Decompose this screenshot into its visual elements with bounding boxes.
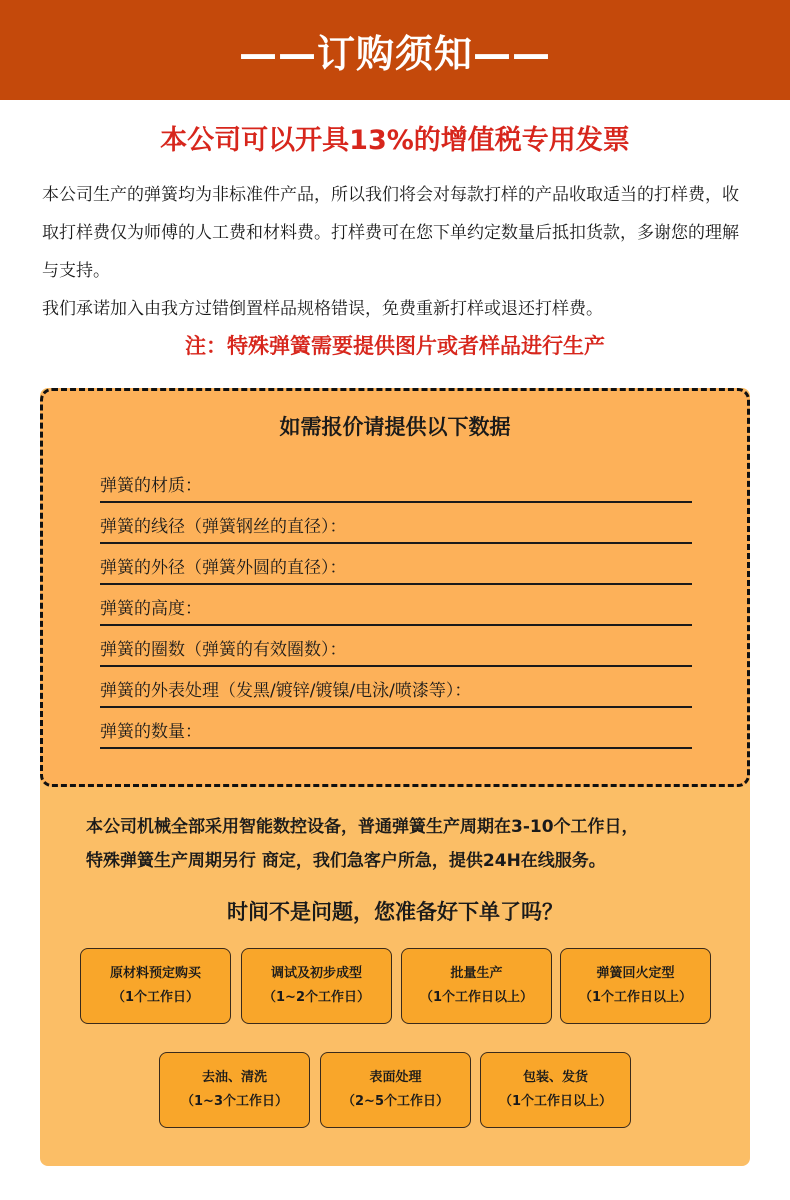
- step-degreasing: [159, 1052, 310, 1128]
- step-name: 批量生产: [450, 966, 503, 981]
- step-name: 包装、发货: [522, 1070, 588, 1085]
- equipment-line-1: 本公司机械全部采用智能数控设备，普通弹簧生产周期在3-10个工作日，: [86, 817, 639, 837]
- step-name: 表面处理: [369, 1070, 422, 1085]
- step-tempering: [560, 948, 711, 1024]
- field-coil-count: 弹簧的圈数（弹簧的有效圈数）：: [100, 635, 692, 667]
- step-mass-production: [401, 948, 552, 1024]
- step-duration: （1个工作日以上）: [578, 990, 693, 1005]
- invoice-notice: 本公司可以开具13%的增值税专用发票: [160, 125, 630, 156]
- step-duration: （2~5个工作日）: [342, 1094, 449, 1109]
- header-title: ——订购须知——: [238, 31, 551, 76]
- step-surface-treatment: [320, 1052, 471, 1128]
- step-name: 调试及初步成型: [270, 966, 362, 981]
- field-outer-diameter: 弹簧的外径（弹簧外圆的直径）：: [100, 553, 692, 585]
- step-duration: （1个工作日以上）: [498, 1094, 613, 1109]
- step-name: 原材料预定购买: [109, 966, 201, 981]
- step-duration: （1个工作日）: [111, 990, 200, 1005]
- field-height: 弹簧的高度：: [100, 594, 692, 626]
- equipment-line-2: 特殊弹簧生产周期另行 商定，我们急客户所急，提供24H在线服务。: [86, 851, 606, 871]
- step-name: 去油、清洗: [201, 1070, 267, 1085]
- field-quantity: 弹簧的数量：: [100, 717, 692, 749]
- step-packing-shipping: [480, 1052, 631, 1128]
- step-duration: （1~3个工作日）: [181, 1094, 288, 1109]
- page-header: [0, 0, 790, 100]
- intro-text: [42, 176, 754, 328]
- equipment-text: [86, 810, 726, 878]
- intro-paragraph-2: 我们承诺加入由我方过错倒置样品规格错误，免费重新打样或退还打样费。: [42, 299, 603, 319]
- step-duration: （1~2个工作日）: [263, 990, 370, 1005]
- field-surface-treatment: 弹簧的外表处理（发黑/镀锌/镀镍/电泳/喷漆等）：: [100, 676, 692, 708]
- intro-paragraph-1: 本公司生产的弹簧均为非标准件产品，所以我们将会对每款打样的产品收取适当的打样费，收取打样费仅为师傅的人工费和材料费。打样费可在您下单约定数量后抵扣货款，多谢您的理解与支持。: [42, 185, 739, 281]
- special-note: 注：特殊弹簧需要提供图片或者样品进行生产: [185, 334, 605, 358]
- step-debug-forming: [241, 948, 392, 1024]
- field-wire-diameter: 弹簧的线径（弹簧钢丝的直径）：: [100, 512, 692, 544]
- step-material-purchase: [80, 948, 231, 1024]
- field-material: 弹簧的材质：: [100, 471, 692, 503]
- quote-request-box: [40, 388, 750, 787]
- step-name: 弹簧回火定型: [596, 966, 675, 981]
- step-duration: （1个工作日以上）: [419, 990, 534, 1005]
- quote-title: 如需报价请提供以下数据: [279, 415, 511, 439]
- order-question: 时间不是问题，您准备好下单了吗？: [227, 900, 563, 924]
